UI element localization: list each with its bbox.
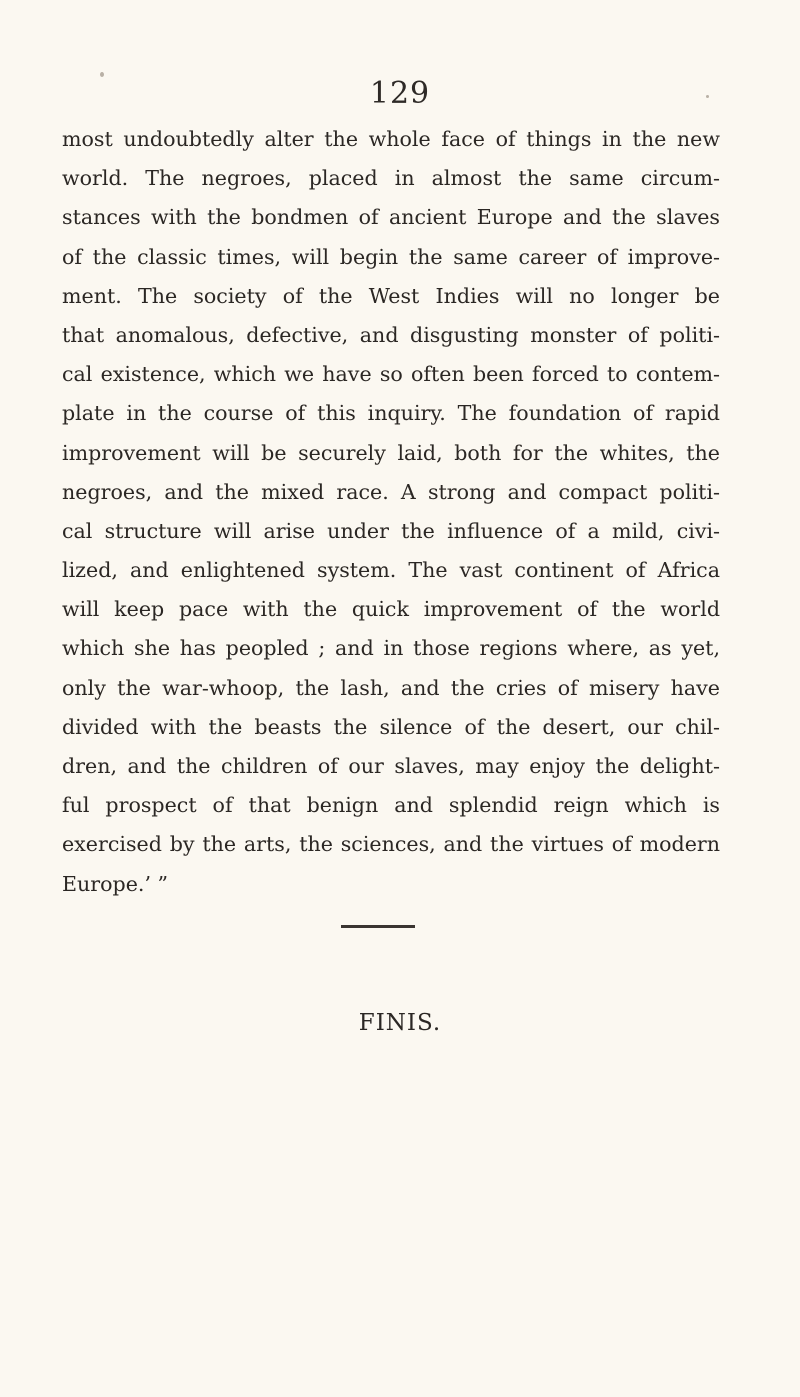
- text-line: most undoubtedly alter the whole face of things in the new: [62, 127, 720, 151]
- text-line: world. The negroes, placed in almost the same circum-: [62, 166, 720, 191]
- text-line: will keep pace with the quick improvement of the world: [62, 597, 720, 622]
- text-line: plate in the course of this inquiry. The foundation of rapid: [62, 401, 720, 426]
- text-line: of the classic times, will begin the same career of improve-: [62, 244, 720, 269]
- text-line: negroes, and the mixed race. A strong and compact politi-: [62, 479, 720, 504]
- closing-word: FINIS.: [358, 1010, 442, 1036]
- text-line: that anomalous, defective, and disgusting monster of politi-: [62, 322, 720, 347]
- text-line: exercised by the arts, the sciences, and the virtues of modern: [62, 832, 720, 857]
- text-line: cal structure will arise under the influence of a mild, civi-: [62, 518, 720, 543]
- text-line: ful prospect of that benign and splendid reign which is: [62, 793, 720, 818]
- body-paragraph: [62, 120, 720, 904]
- text-line: only the war-whoop, the lash, and the cries of misery have: [62, 675, 720, 700]
- section-divider: [341, 925, 415, 928]
- text-line: divided with the beasts the silence of the desert, our chil-: [62, 714, 720, 739]
- text-line: lized, and enlightened system. The vast continent of Africa: [62, 558, 720, 583]
- text-line: ment. The society of the West Indies will no longer be: [62, 283, 720, 308]
- text-line: improvement will be securely laid, both for the whites, the: [62, 440, 720, 465]
- page-number: 129: [369, 76, 431, 111]
- text-line: stances with the bondmen of ancient Europe and the slaves: [62, 205, 720, 230]
- text-line: cal existence, which we have so often been forced to contem-: [62, 362, 720, 387]
- text-line: which she has peopled ; and in those regions where, as yet,: [62, 636, 720, 661]
- text-line: Europe.’ ”: [62, 871, 169, 896]
- text-line: dren, and the children of our slaves, may enjoy the delight-: [62, 754, 720, 778]
